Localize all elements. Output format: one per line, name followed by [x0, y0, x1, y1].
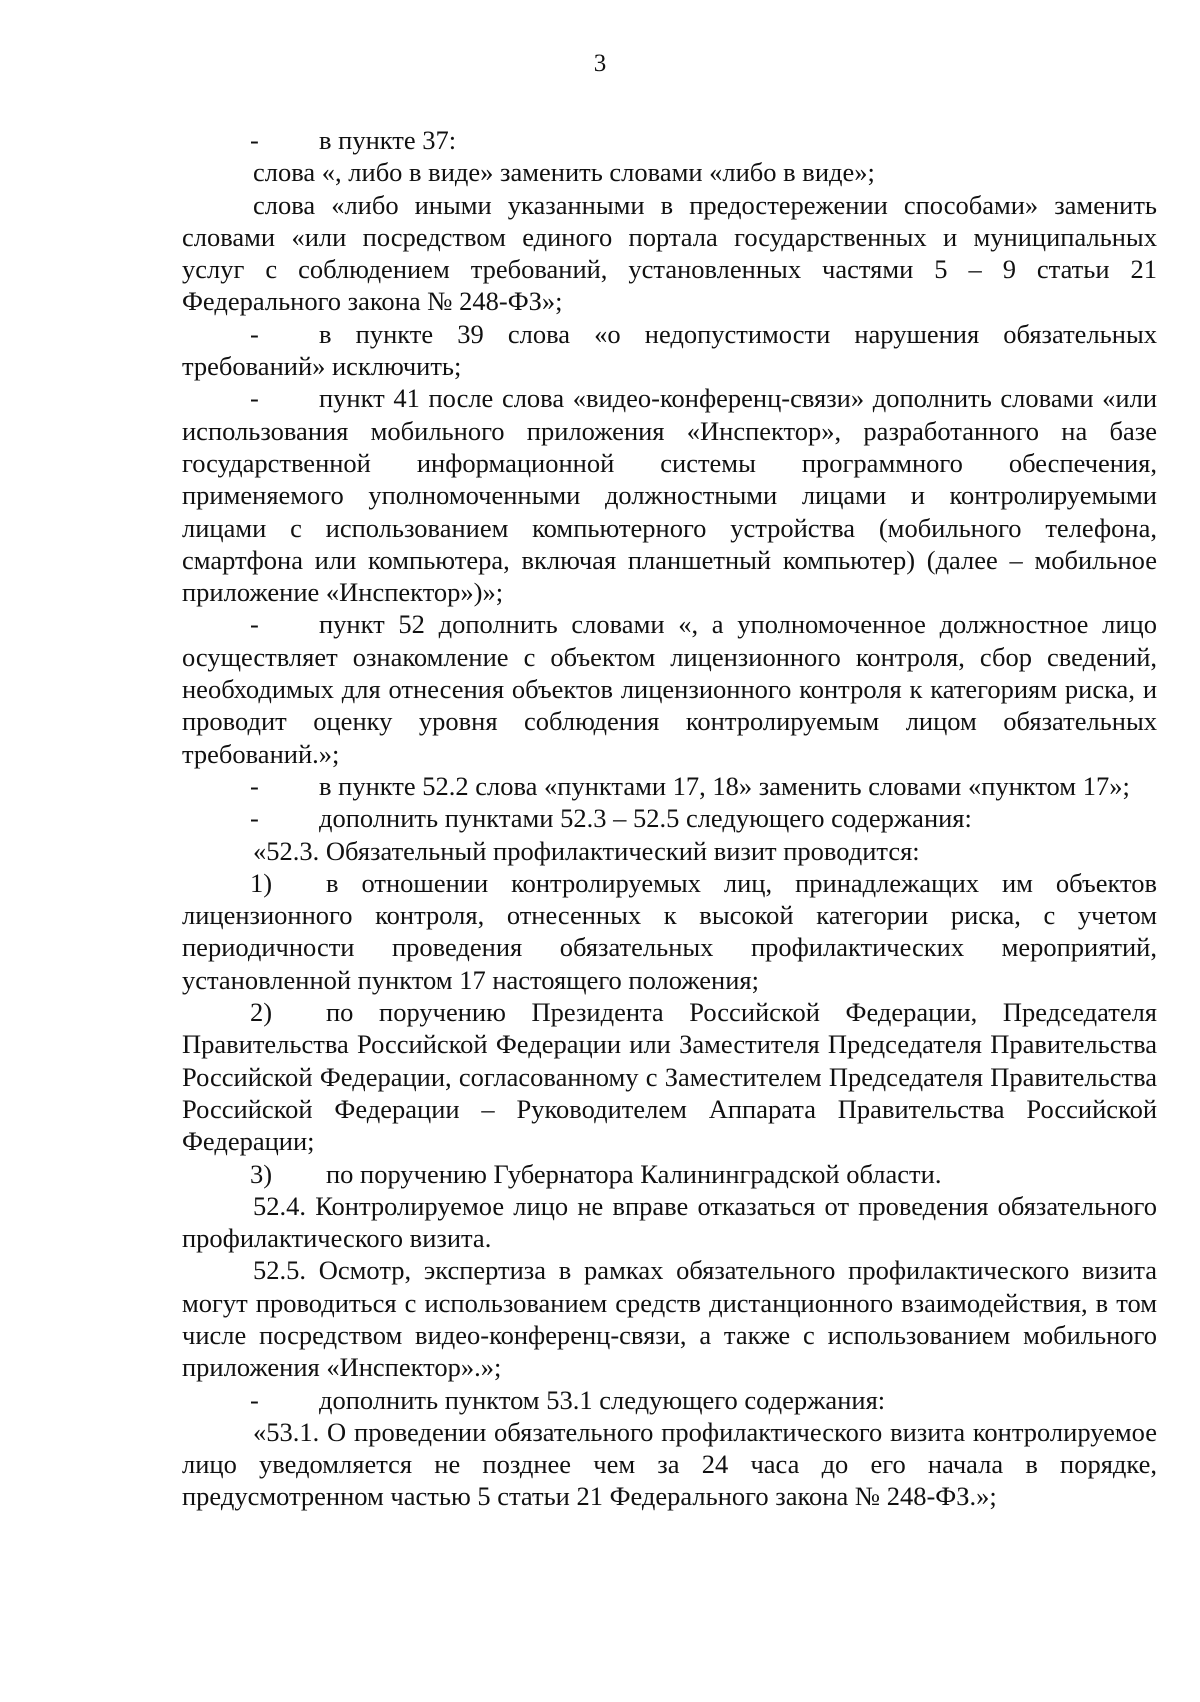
list-dash-marker: - [250, 609, 259, 640]
dash-list-item [182, 802, 1157, 834]
paragraph [182, 189, 1157, 318]
paragraph-text: 52.5. Осмотр, экспертиза в рамках обязательного профилактического визита могут проводиться с использованием средств дистанционного взаимодействия, в том числе посредством видео-конференц-связи, а также с использованием мобильного приложения «Инспектор».»; [182, 1255, 1157, 1383]
paragraph-text: слова «либо иными указанными в предостережении способами» заменить словами «или посредством единого портала государственных и муниципальных услуг с соблюдением требований, установленных частями 5 – 9 статьи 21 Федерального закона № 248-ФЗ»; [182, 189, 1157, 317]
numbered-list-item [182, 996, 1157, 1157]
paragraph-text: 52.4. Контролируемое лицо не вправе отказаться от проведения обязательного профилактического визита. [182, 1190, 1157, 1254]
numbered-list-item [182, 867, 1157, 996]
paragraph [182, 835, 1157, 867]
list-number-marker: 3) [250, 1158, 273, 1189]
paragraph [182, 1254, 1157, 1383]
paragraph-text: по поручению Президента Российской Федерации, Председателя Правительства Российской Федерации или Заместителя Председателя Правительства Российской Федерации, согласованному с Заместителем Председателя Правительства Российской Федерации – Руководителем Аппарата Правительства Российской Федерации; [182, 997, 1157, 1157]
paragraph-text: «52.3. Обязательный профилактический визит проводится: [253, 835, 920, 866]
dash-list-item [182, 608, 1157, 769]
dash-list-item [182, 1384, 1157, 1416]
list-dash-marker: - [250, 803, 259, 834]
paragraph-text: пункт 41 после слова «видео-конференц-связи» дополнить словами «или использования мобильного приложения «Инспектор», разработанного на базе государственной информационной системы программного обеспечения, применяемого уполномоченными должностными лицами и контролируемыми лицами с использованием компьютерного устройства (мобильного телефона, смартфона или компьютера, включая планшетный компьютер) (далее – мобильное приложение «Инспектор»)»; [182, 383, 1157, 608]
paragraph-text: пункт 52 дополнить словами «, а уполномоченное должностное лицо осуществляет ознакомление с объектом лицензионного контроля, сбор сведений, необходимых для отнесения объектов лицензионного контроля к категориям риска, и проводит оценку уровня соблюдения контролируемым лицом обязательных требований.»; [182, 609, 1157, 769]
paragraph-text: «53.1. О проведении обязательного профилактического визита контролируемое лицо уведомляется не позднее чем за 24 часа до его начала в порядке, предусмотренном частью 5 статьи 21 Федерального закона № 248-ФЗ.»; [182, 1416, 1157, 1512]
paragraph-text: дополнить пунктом 53.1 следующего содержания: [319, 1384, 886, 1415]
paragraph-text: по поручению Губернатора Калининградской области. [326, 1158, 942, 1189]
paragraph-text: в пункте 37: [319, 125, 457, 155]
dash-list-item [182, 382, 1157, 608]
paragraph [182, 1416, 1157, 1513]
list-dash-marker: - [250, 125, 259, 155]
paragraph-text: в отношении контролируемых лиц, принадлежащих им объектов лицензионного контроля, отнесенных к высокой категории риска, с учетом периодичности проведения обязательных профилактических мероприятий, установленной пунктом 17 настоящего положения; [182, 867, 1157, 995]
page-number: 3 [593, 50, 607, 77]
dash-list-item [182, 318, 1157, 383]
list-dash-marker: - [250, 383, 259, 414]
numbered-list-item [182, 1158, 1157, 1190]
dash-list-item [182, 770, 1157, 802]
list-number-marker: 2) [250, 997, 273, 1028]
paragraph-text: в пункте 52.2 слова «пунктами 17, 18» заменить словами «пунктом 17»; [319, 770, 1130, 801]
list-dash-marker: - [250, 770, 259, 801]
paragraph [182, 1190, 1157, 1255]
paragraph-text: слова «, либо в виде» заменить словами «либо в виде»; [253, 157, 875, 188]
list-dash-marker: - [250, 318, 259, 349]
paragraph-text: дополнить пунктами 52.3 – 52.5 следующего содержания: [319, 803, 972, 834]
paragraph-text: в пункте 39 слова «о недопустимости нарушения обязательных требований» исключить; [182, 318, 1157, 382]
document-body [182, 124, 1157, 1513]
dash-list-item [182, 124, 1157, 156]
list-dash-marker: - [250, 1384, 259, 1415]
list-number-marker: 1) [250, 867, 273, 898]
paragraph [182, 156, 1157, 188]
